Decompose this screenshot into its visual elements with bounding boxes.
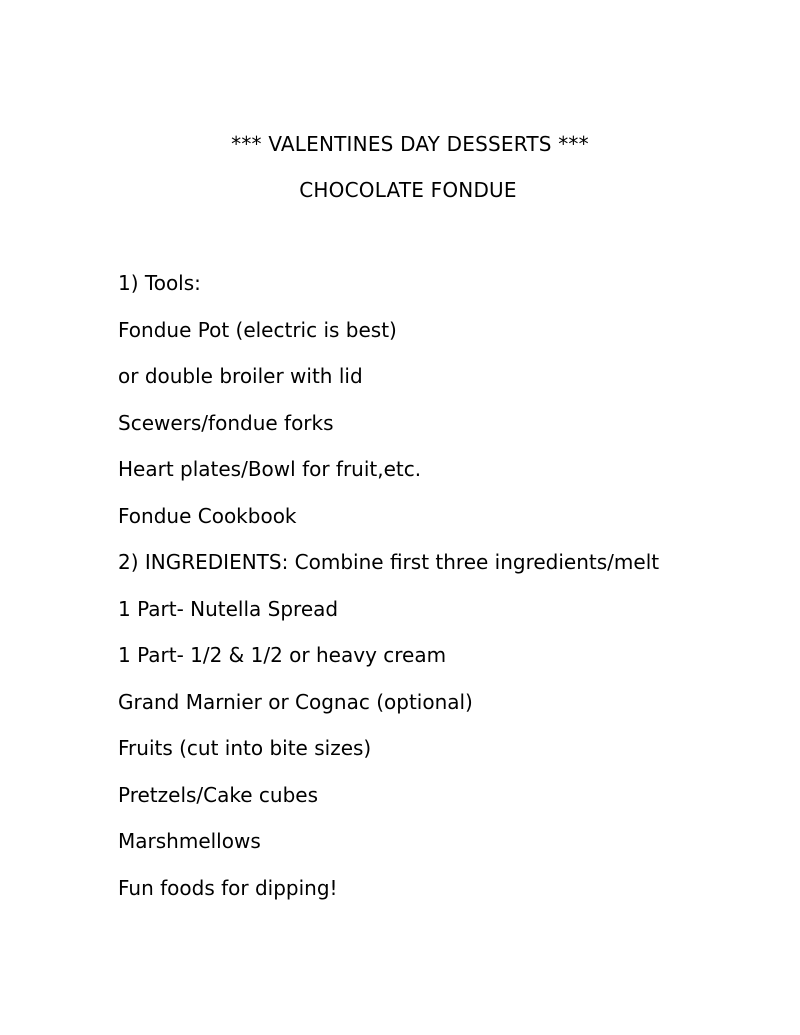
document-title: *** VALENTINES DAY DESSERTS ***: [231, 132, 589, 156]
section-heading-ingredients: 2) INGREDIENTS: Combine first three ingredients/melt: [118, 550, 660, 574]
list-item: 1 Part- 1/2 & 1/2 or heavy cream: [118, 643, 447, 667]
list-item: Pretzels/Cake cubes: [118, 782, 318, 807]
list-item: Fun foods for dipping!: [118, 875, 338, 900]
list-item: Marshmellows: [118, 829, 261, 853]
list-item: Fondue Cookbook: [118, 503, 297, 528]
recipe-lines: [118, 270, 659, 921]
list-item: Fondue Pot (electric is best): [118, 317, 397, 342]
list-item: Scewers/fondue forks: [118, 410, 334, 435]
list-item: Grand Marnier or Cognac (optional): [118, 689, 473, 714]
list-item: 1 Part- Nutella Spread: [118, 596, 339, 621]
document-subtitle: CHOCOLATE FONDUE: [299, 178, 517, 202]
section-heading-tools: 1) Tools:: [118, 271, 201, 295]
list-item: Heart plates/Bowl for fruit,etc.: [118, 457, 422, 481]
list-item: Fruits (cut into bite sizes): [118, 736, 372, 760]
list-item: or double broiler with lid: [118, 364, 363, 388]
